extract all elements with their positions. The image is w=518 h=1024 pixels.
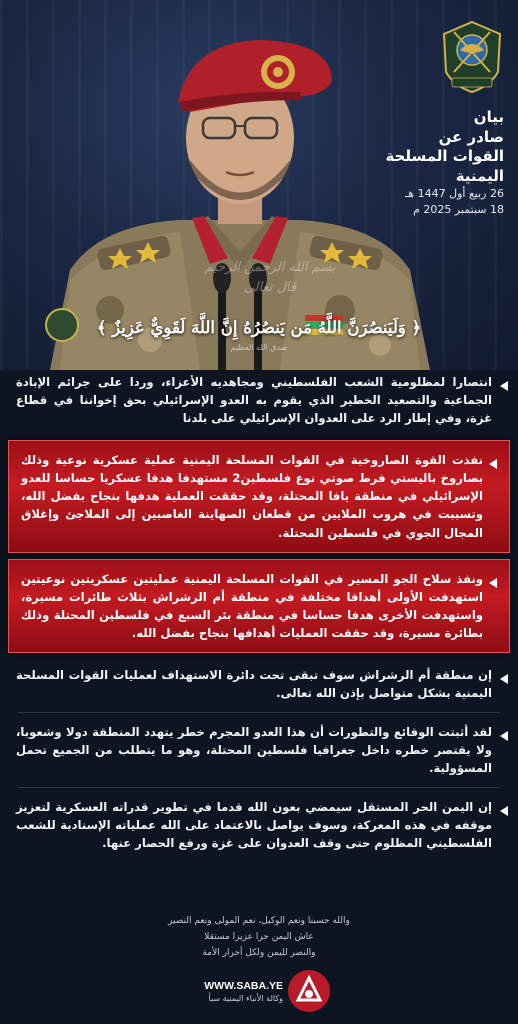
- armed-forces-emblem-icon: [440, 20, 504, 96]
- bullet-arrow-icon: [500, 731, 508, 741]
- basmala-line: قال تعالى: [243, 279, 297, 295]
- paragraph-text: لقد أثبتت الوقائع والتطورات أن هذا العدو المجرم خطر يتهدد المنطقة دولا وشعوبا، ولا يقتصر خطره داخل جغرافيا فلسطين المحتلة، وهو ما يتطلب من الجميع تحمل المسؤولية.: [16, 725, 492, 776]
- statement-body: [0, 366, 518, 860]
- bullet-arrow-icon: [500, 806, 508, 816]
- divider: [18, 787, 500, 788]
- closing-line: والنصر لليمن ولكل أحرار الأمة: [202, 947, 316, 958]
- bullet-arrow-icon: [489, 459, 497, 469]
- statement-title-line: اليمنية: [455, 166, 504, 185]
- basmala-line: بسم الله الرحمن الرحيم: [204, 260, 336, 275]
- paragraph-text: انتصارا لمظلومية الشعب الفلسطيني ومجاهديه الأعزاء، وردا على جرائم الإبادة الجماعية والتصعيد الخطير الذي يقوم به العدو الإسرائيلي بحق إخواننا في قطاع غزة، وفي إطار الرد على العدوان الإسرائيلي على بلدنا: [16, 375, 492, 426]
- statement-title-line: صادر عن: [438, 127, 504, 146]
- bullet-arrow-icon: [500, 674, 508, 684]
- highlighted-paragraph: [8, 559, 510, 653]
- statement-paragraph: [0, 659, 518, 709]
- closing-line: عاش اليمن حرا عزيزا مستقلا: [204, 931, 314, 942]
- statement-title-line: القوات المسلحة: [385, 147, 504, 165]
- statement-paragraph: [0, 716, 518, 784]
- statement-paragraph: [0, 791, 518, 859]
- statement-title-line: بيان: [473, 108, 504, 126]
- saba-agency-logo-icon: [286, 968, 332, 1014]
- paragraph-text: إن اليمن الحر المستقل سيمضي بعون الله قدما في تطوير قدراته العسكرية لتعزيز موقفه في هذه المعركة، وسوف يواصل بالاعتماد على الله عملياته الإسنادية للشعب الفلسطيني المظلوم حتى وقف العدوان على غزة ورفع الحصار عنها.: [16, 800, 492, 851]
- paragraph-text: ونفذ سلاح الجو المسير في القوات المسلحة اليمنية عمليتين عسكريتين نوعيتين استهدفت الأولى أهدافا مختلفة في منطقة أم الرشراش بثلاث طائرات مسيرة، واستهدفت الأخرى هدفا حساسا في منطقة بئر السبع في فلسطين المحتلة وذلك بطائرة مسيرة، وقد حققت العمليات أهدافها بنجاح بفضل الله.: [21, 571, 483, 640]
- statement-title: [344, 108, 504, 186]
- date-gregorian: 18 سبتمبر 2025 م: [413, 202, 504, 216]
- bullet-arrow-icon: [489, 578, 497, 588]
- closing-line: والله حسبنا ونعم الوكيل، نعم المولى ونعم النصير: [168, 916, 350, 926]
- quran-verse: ﴿ وَلَيَنصُرَنَّ اللَّهُ مَن يَنصُرُهُ إِنَّ اللَّهَ لَقَوِيٌّ عَزِيزٌ ﴾: [96, 318, 422, 337]
- verse-source: صدق الله العظيم: [230, 343, 288, 352]
- statement-dates: [344, 186, 504, 218]
- divider: [18, 712, 500, 713]
- saba-url: WWW.SABA.YE: [204, 980, 283, 992]
- date-hijri: 26 ربيع أول 1447 هـ: [405, 187, 504, 200]
- basmala-watermark: [150, 258, 390, 297]
- bullet-arrow-icon: [500, 381, 508, 391]
- paragraph-text: إن منطقة أم الرشراش سوف تبقى تحت دائرة الاستهداف لعمليات القوات المسلحة اليمنية بشكل متواصل بإذن الله تعالى.: [16, 667, 492, 701]
- saba-agency-name: وكالة الأنباء اليمنية سبأ: [208, 994, 283, 1003]
- saba-branding: [175, 980, 283, 1003]
- highlighted-paragraph: [8, 440, 510, 552]
- statement-paragraph: [0, 366, 518, 434]
- paragraph-text: نفذت القوة الصاروخية في القوات المسلحة اليمنية عملية عسكرية نوعية وذلك بصاروخ باليستي فرط صوتي نوع فلسطين2 مستهدفا هدفا عسكريا حساسا للعدو الإسرائيلي في منطقة يافا المحتلة، وقد حققت العملية هدفها بنجاح بفضل الله، وتسببت في هروب الملايين من قطعان الصهاينة الغاصبين إلى الملاجئ وإغلاق المجال الجوي في فلسطين المحتلة.: [21, 453, 483, 540]
- closing-lines: [0, 914, 518, 961]
- hero-banner: [0, 0, 518, 370]
